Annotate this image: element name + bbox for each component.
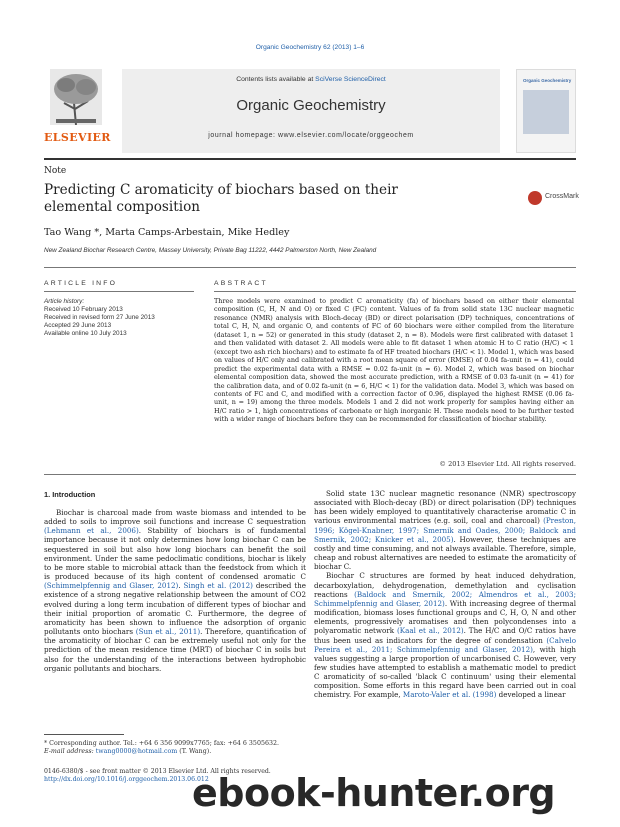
- author-list: Tao Wang *, Marta Camps-Arbestain, Mike Hedley: [44, 227, 290, 238]
- body-text: . However, these techniques are costly and time consuming, and not always available. Therefore, simple, cheap and robust alternatives are needed to estimate the aromaticity of biochar C.: [314, 534, 576, 572]
- header-divider: [44, 158, 576, 160]
- tree-logo-icon: [50, 69, 102, 125]
- journal-reference[interactable]: Organic Geochemistry 62 (2013) 1–6: [255, 44, 365, 51]
- homepage-prefix: journal homepage:: [208, 132, 279, 139]
- article-history: [44, 298, 194, 338]
- corresponding-author-note: * Corresponding author. Tel.: +64 6 356 9099x7765; fax: +64 6 3505632.: [44, 740, 279, 747]
- body-text: Biochar C structures are formed by heat induced dehydration, decarboxylation, dehydrogenation, demethylation and cyclisation reactions: [314, 571, 576, 599]
- email-line: [44, 748, 306, 756]
- email-label: E-mail address:: [44, 748, 96, 756]
- journal-cover-thumbnail[interactable]: [516, 69, 576, 153]
- issn-line: 0146-6380/$ - see front matter © 2013 Elsevier Ltd. All rights reserved.: [44, 768, 271, 775]
- cover-title: Organic Geochemistry: [523, 78, 572, 83]
- doi-link[interactable]: http://dx.doi.org/10.1016/j.orggeochem.2013.06.012: [44, 776, 209, 783]
- history-accepted: Accepted 29 June 2013: [44, 322, 112, 330]
- section-heading-introduction: 1. Introduction: [44, 490, 96, 499]
- email-link[interactable]: twang0000@hotmail.com: [95, 748, 178, 756]
- abstract-bottom-divider: [44, 474, 576, 475]
- journal-banner: [122, 69, 500, 153]
- intro-paragraph: [44, 508, 306, 673]
- footnote-divider: [44, 734, 124, 735]
- elsevier-wordmark: ELSEVIER: [44, 131, 111, 144]
- footnote: [44, 740, 306, 757]
- abstract-heading: ABSTRACT: [214, 280, 268, 287]
- affiliation: New Zealand Biochar Research Centre, Massey University, Private Bag 11222, 4442 Palmerston North, New Zealand: [44, 247, 377, 254]
- article-info-divider: [44, 291, 194, 292]
- cover-image: [523, 90, 569, 134]
- citation-link[interactable]: Singh et al. (2012): [183, 581, 253, 591]
- body-text: . With increasing degree of thermal modification, biomass loses functional groups and C, H, O, N and other elements, progressively aromatises and then polycondenses into a polyaromatic network: [314, 598, 576, 636]
- crossmark-badge[interactable]: [528, 191, 584, 207]
- watermark: ebook-hunter.org: [192, 771, 556, 815]
- info-top-divider: [44, 267, 576, 268]
- elsevier-logo: [44, 69, 111, 153]
- history-received: Received 10 February 2013: [44, 306, 123, 314]
- citation-link[interactable]: Maroto-Valer et al. (1998): [402, 690, 497, 700]
- contents-line: [122, 76, 500, 83]
- body-text: , with high values suggesting a large proportion of uncarbonised C. However, very few studies have attempted to establish a mathematic model to predict C aromaticity of so-called 'black C continuum' using their elemental composition. Some efforts in this regard have been carried out in coal chemistry. For example,: [314, 644, 576, 700]
- article-info-heading: ARTICLE INFO: [44, 280, 118, 287]
- history-online: Available online 10 July 2013: [44, 330, 127, 338]
- body-text: developed a linear: [496, 690, 566, 700]
- crossmark-label: CrossMark: [545, 193, 579, 200]
- citation-link[interactable]: (Lehmann et al., 2006): [44, 526, 139, 536]
- article-type: Note: [44, 166, 67, 176]
- crossmark-icon: [528, 191, 542, 205]
- history-label: Article history:: [44, 298, 85, 305]
- abstract-text: Three models were examined to predict C aromaticity (fa) of biochars based on either their elemental composition (C, H, N and O) or fixed C (FC) content. Values of fa from solid state 13C nuclear magnetic resonance (NMR) analysis with Bloch-decay (BD) or direct polarisation (DP) techniques, concentrations of total C, H, N, and organic O, and contents of FC of 60 biochars were either compiled from the literature (dataset 1, n = 52) or generated in this study (dataset 2, n = 8). Models were first calibrated with dataset 1 and then validated with dataset 2. All models were able to fit dataset 1 when atomic H to C ratio (H/C) < 1 (except two ash rich biochars) and to estimate fa of HF treated biochars (H/C < 1). Model 1, which was based on values of H/C only and calibrated with a root mean square of error (RMSE) of 0.04 fa-unit (n = 41), could predict the experimental data with a RMSE = 0.02 fa-unit (n = 6). Model 2, which was based on biochar elemental composition data, showed the most accurate prediction, with a RMSE of 0.03 fa-unit (n = 41) for the calibration data, and of 0.02 fa-unit (n = 6, H/C < 1) for the validation data. Model 3, which was based on contents of FC and C, and modified with a correction factor of 0.96, displayed the highest RMSE (0.06 fa-unit, n = 19) among the three models. Models 1 and 2 did not work properly for samples having either an H/C ratio > 1, high concentrations of carbonate or high inorganic H. These models need to be further tested with a wider range of biochars before they can be recommended for classification of biochar stability.: [214, 297, 574, 424]
- citation-link[interactable]: (Calvelo Pereira et al., 2011; Schimmelpfennig and Glaser, 2012): [314, 635, 576, 654]
- history-revised: Received in revised form 27 June 2013: [44, 314, 155, 322]
- citation-link[interactable]: (Sun et al., 2011): [135, 627, 201, 637]
- body-text: . Therefore, quantification of the aromaticity of biochar C can be extremely useful not only for the prediction of the mean residence time (MRT) of biochar C in soils but also for the understanding of the interactions between hydrophobic organic pollutants and biochars.: [44, 627, 306, 673]
- citation-link[interactable]: (Baldock and Smernik, 2002; Almendros et al., 2003; Schimmelpfennig and Glaser, 2012): [314, 589, 576, 608]
- body-text: .: [178, 581, 184, 591]
- contents-prefix: Contents lists available at: [236, 76, 316, 83]
- structure-paragraph: [314, 571, 576, 699]
- nmr-paragraph: [314, 489, 576, 571]
- body-text: . The H/C and O/C ratios have thus been used as indicators for the degree of condensation: [314, 626, 576, 645]
- homepage-link[interactable]: www.elsevier.com/locate/orggeochem: [278, 132, 414, 139]
- body-text: Solid state 13C nuclear magnetic resonance (NMR) spectroscopy associated with Bloch-decay (BD) or direct polarisation (DP) techniques has been widely employed to quantitatively characterise aromatic C in various environmental matrices (e.g. soil, coal and charcoal): [314, 489, 576, 526]
- citation-link[interactable]: (Schimmelpfennig and Glaser, 2012): [44, 581, 179, 591]
- article-title: Predicting C aromaticity of biochars based on their elemental composition: [44, 182, 398, 215]
- body-text: Biochar is charcoal made from waste biomass and intended to be added to soils to improve soil functions and increase C sequestration: [44, 508, 306, 527]
- abstract-divider: [214, 291, 576, 292]
- citation-link[interactable]: (Kaal et al., 2012): [396, 626, 464, 636]
- journal-title: Organic Geochemistry: [236, 97, 386, 114]
- left-column: [44, 508, 306, 673]
- body-text: described the existence of a strong negative relationship between the amount of CO2 evolved during a long term incubation of different types of biochar and their initial proportion of aromatic C. Furthermore, the degree of aromaticity has been shown to influence the adsorption of organic pollutants onto biochars: [44, 581, 306, 637]
- email-suffix: (T. Wang).: [177, 748, 212, 756]
- body-text: . Stability of biochars is of fundamental importance because it not only determines how long biochar C can be sequestered in soil but also how long biochars can benefit the soil environment. Under the same pedoclimatic conditions, biochar is likely to be more stable to microbial attack than the feedstock from which it is produced because of its high content of condensed aromatic C: [44, 526, 307, 582]
- sciencedirect-link[interactable]: SciVerse ScienceDirect: [315, 76, 386, 83]
- homepage-line: [122, 132, 500, 139]
- copyright-notice: © 2013 Elsevier Ltd. All rights reserved.: [439, 460, 576, 468]
- citation-link[interactable]: (Preston, 1996; Kögel-Knabner, 1997; Smernik and Oades, 2000; Baldock and Smernik, 2002; Knicker et al., 2005): [314, 516, 576, 544]
- right-column: [314, 489, 576, 700]
- journal-masthead: [44, 69, 576, 155]
